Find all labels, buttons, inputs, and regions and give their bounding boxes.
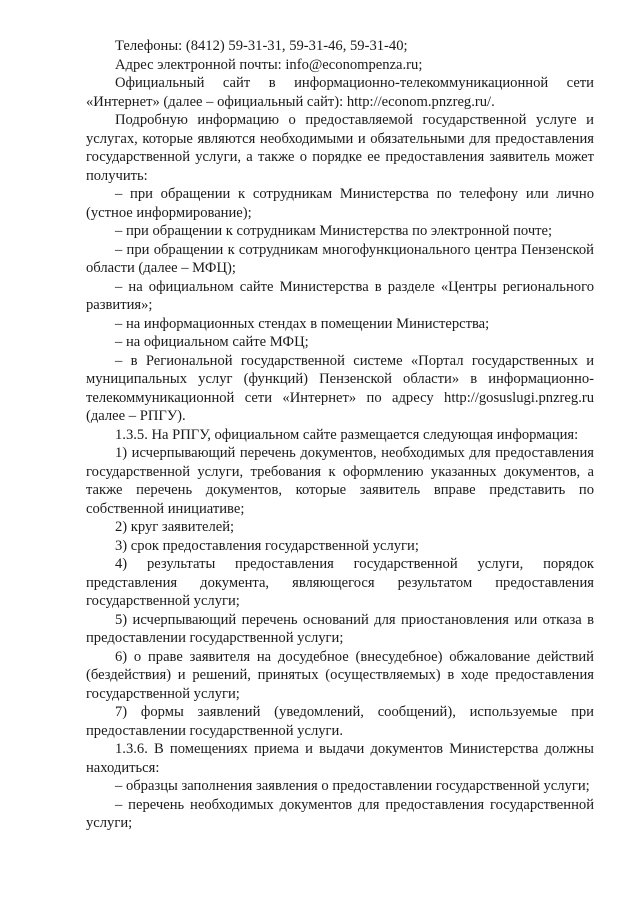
list-item-email: – при обращении к сотрудникам Министерства по электронной почте; [115, 223, 553, 239]
paragraph-official-site: Официальный сайт в информационно-телекоммуникационной сети «Интернет» (далее – официальный сайт): http://econom.pnzreg.ru/. [86, 75, 594, 110]
list-item-ministry-site: – на официальном сайте Министерства в разделе «Центры регионального развития»; [86, 278, 594, 313]
list-item-1-documents: 1) исчерпывающий перечень документов, необходимых для предоставления государственной услуги, требования к оформлению указанных документов, а также перечень документов, которые заявитель вправе представить по собственной инициативе; [86, 445, 594, 517]
section-1-3-5-heading: 1.3.5. На РПГУ, официальном сайте размещается следующая информация: [115, 426, 579, 443]
list-item-5-grounds: 5) исчерпывающий перечень оснований для приостановления или отказа в предоставлении государственной услуги; [86, 611, 594, 646]
section-1-3-6-heading: 1.3.6. В помещениях приема и выдачи документов Министерства должны находиться: [86, 741, 594, 776]
list-item-2-applicants: 2) круг заявителей; [115, 519, 235, 535]
paragraph-phones: Телефоны: (8412) 59-31-31, 59-31-46, 59-31-40; [115, 38, 408, 54]
list-item-mfc-site: – на официальном сайте МФЦ; [115, 334, 309, 350]
list-item-3-term: 3) срок предоставления государственной услуги; [115, 537, 419, 554]
paragraph-info-intro: Подробную информацию о предоставляемой государственной услуге и услугах, которые являются необходимыми и обязательными для предоставления государственной услуги, а также о порядке ее предоставления заявитель может получить: [86, 112, 594, 184]
list-item-rpgu: – в Региональной государственной системе «Портал государственных и муниципальных услуг (функций) Пензенской области» в информационно-телекоммуникационной сети «Интернет» по адресу http://gosuslugi.pnzreg.ru (далее – РПГУ). [86, 352, 594, 424]
paragraph-email: Адрес электронной почты: info@econompenza.ru; [115, 56, 423, 73]
list-item-4-results: 4) результаты предоставления государственной услуги, порядок представления документа, являющегося результатом предоставления государственной услуги; [86, 556, 594, 609]
document-body [86, 37, 594, 833]
list-item-required-documents: – перечень необходимых документов для предоставления государственной услуги; [86, 796, 594, 831]
list-item-6-appeal: 6) о праве заявителя на досудебное (внесудебное) обжалование действий (бездействия) и решений, принятых (осуществляемых) в ходе предоставления государственной услуги; [86, 648, 594, 702]
list-item-mfc: – при обращении к сотрудникам многофункционального центра Пензенской области (далее – МФЦ); [86, 241, 594, 276]
list-item-7-forms: 7) формы заявлений (уведомлений, сообщений), используемые при предоставлении государственной услуги. [86, 704, 594, 739]
list-item-samples: – образцы заполнения заявления о предоставлении государственной услуги; [115, 778, 590, 794]
list-item-phone-or-personal: – при обращении к сотрудникам Министерства по телефону или лично (устное информирование); [86, 186, 594, 221]
list-item-info-stands: – на информационных стендах в помещении Министерства; [115, 315, 490, 332]
